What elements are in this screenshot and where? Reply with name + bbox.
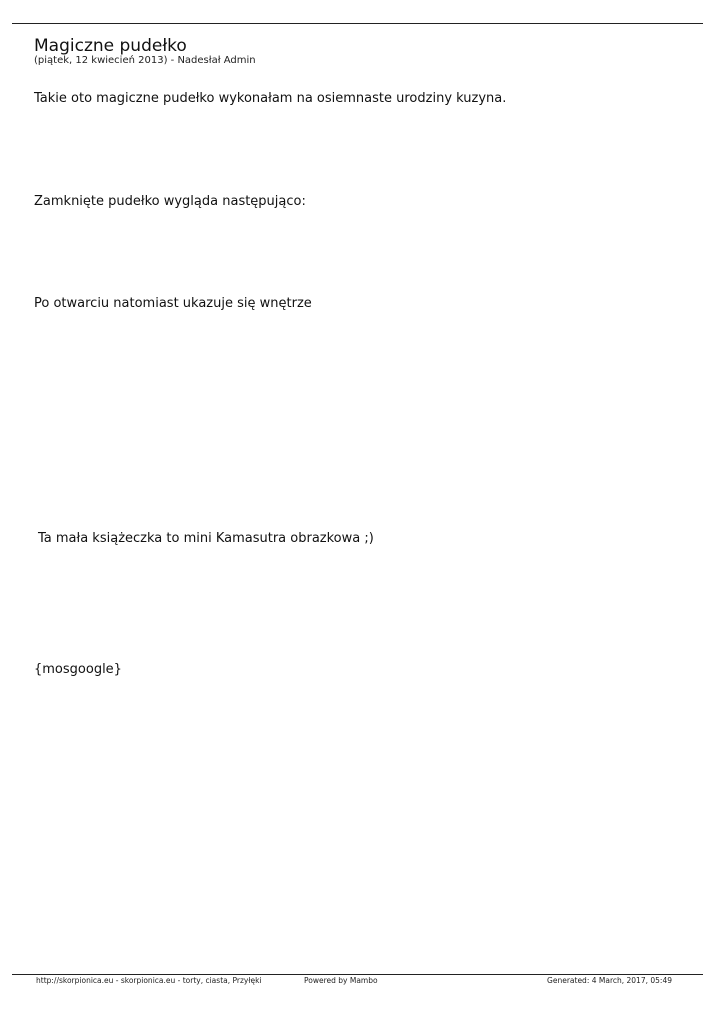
paragraph-mosgoogle: {mosgoogle} [34, 662, 122, 677]
footer-powered-by: Powered by Mambo [304, 976, 378, 985]
paragraph-opened-box: Po otwarciu natomiast ukazuje się wnętrze [34, 296, 312, 311]
paragraph-closed-box: Zamknięte pudełko wygląda następująco: [34, 194, 306, 209]
footer-generated-date: Generated: 4 March, 2017, 05:49 [547, 976, 672, 985]
header-divider [12, 23, 703, 24]
article-meta: (piątek, 12 kwiecień 2013) - Nadesłał Admin [34, 55, 256, 66]
paragraph-intro: Takie oto magiczne pudełko wykonałam na osiemnaste urodziny kuzyna. [34, 91, 507, 106]
footer-divider [12, 974, 703, 975]
paragraph-booklet: Ta mała książeczka to mini Kamasutra obrazkowa ;) [38, 531, 374, 546]
article-title: Magiczne pudełko [34, 36, 187, 56]
footer-site-url: http://skorpionica.eu - skorpionica.eu - torty, ciasta, Przyłęki [36, 976, 262, 985]
